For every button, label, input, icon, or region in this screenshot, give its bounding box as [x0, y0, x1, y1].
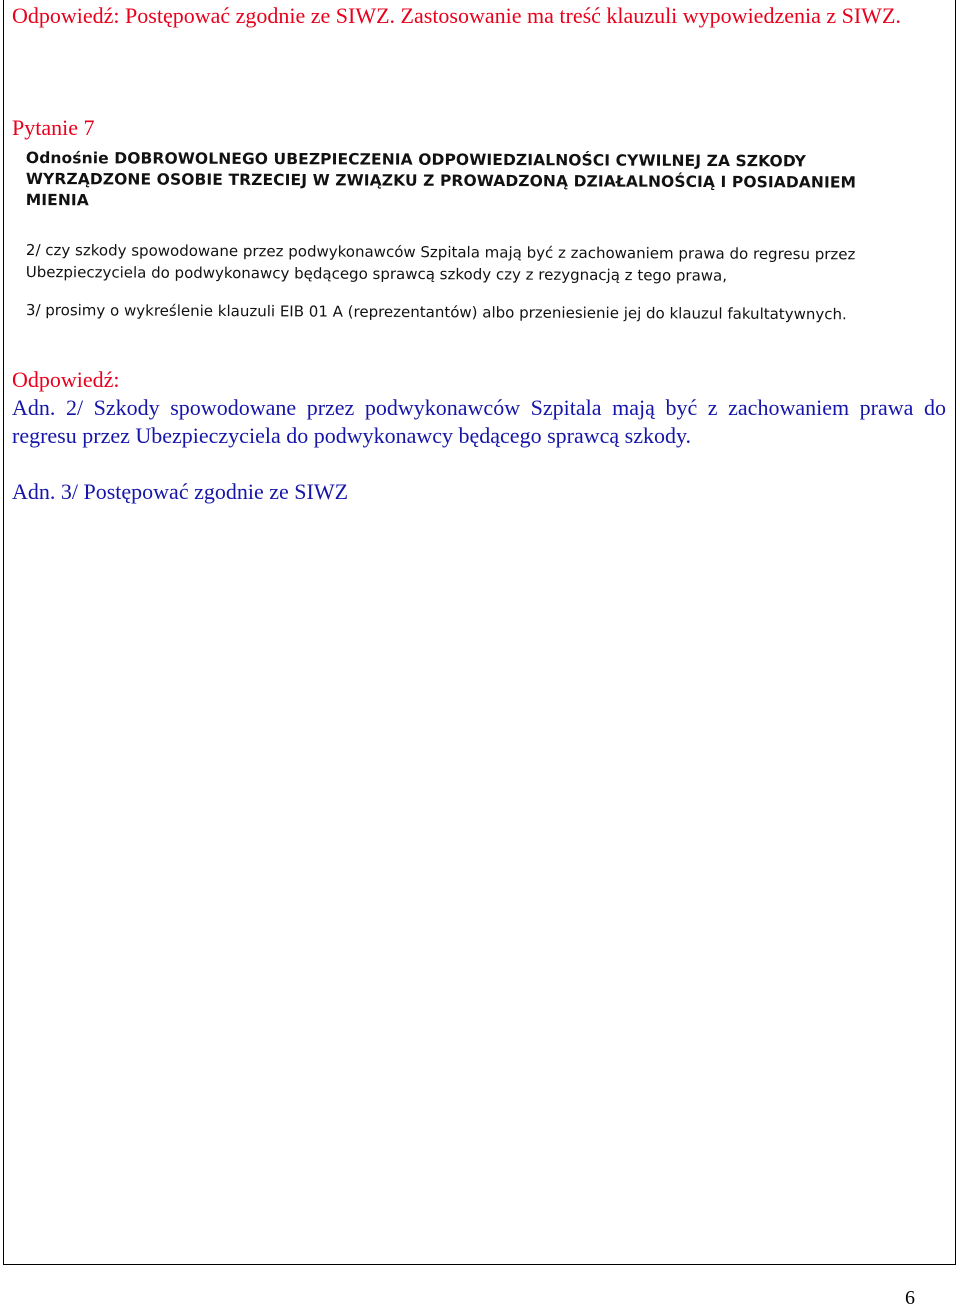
question-title: Pytanie 7	[12, 115, 95, 140]
answer-item-3: Adn. 3/ Postępować zgodnie ze SIWZ	[12, 479, 349, 504]
previous-answer: Odpowiedź: Postępować zgodnie ze SIWZ. Zastosowanie ma treść klauzuli wypowiedzenia z SIWZ.	[12, 3, 901, 28]
question-item-2: 2/ czy szkody spowodowane przez podwykonawców Szpitala mają być z zachowaniem prawa do regresu przez Ubezpieczyciela do podwykonawcy będącego sprawcą szkody czy z rezygnacją z tego prawa,	[25, 240, 856, 285]
question-heading: Odnośnie DOBROWOLNEGO UBEZPIECZENIA ODPOWIEDZIALNOŚCI CYWILNEJ ZA SZKODY WYRZĄDZONE OSOBIE TRZECIEJ W ZWIĄZKU Z PROWADZONĄ DZIAŁALNOŚCIĄ I POSIADANIEM MIENIA	[25, 148, 857, 210]
question-item-3: 3/ prosimy o wykreślenie klauzuli EIB 01 A (reprezentantów) albo przeniesienie jej do klauzul fakultatywnych.	[25, 300, 847, 324]
scanned-question	[25, 148, 906, 324]
answer-item-2: Adn. 2/ Szkody spowodowane przez podwykonawców Szpitala mają być z zachowaniem prawa do regresu przez Ubezpieczyciela do podwykonawcy będącego sprawcą szkody.	[12, 395, 946, 448]
answer-label: Odpowiedź:	[12, 367, 120, 392]
page-number: 6	[905, 1287, 915, 1309]
